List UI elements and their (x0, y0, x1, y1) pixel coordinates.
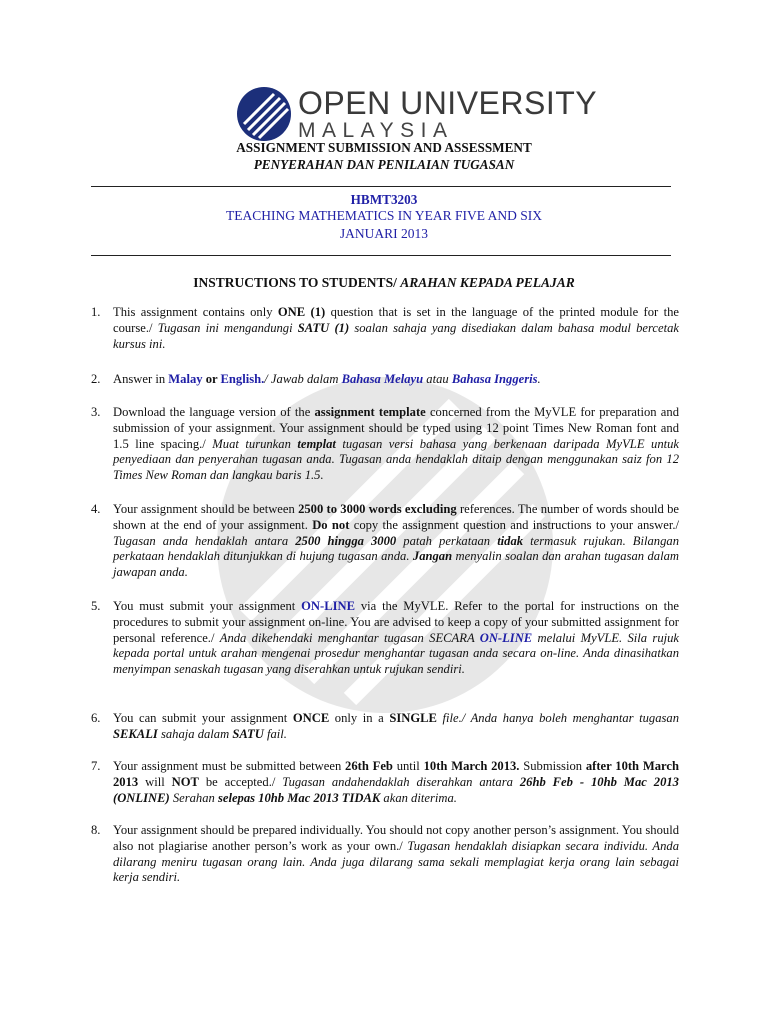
instruction-item: 3. Download the language version of the assignment template concerned from the MyVLE for preparation and submission of your assignment. Your assignment should be typed using 12 point Times New Roman font and 1.5 line spacing./ Muat turunkan templat tugasan versi bahasa yang berkenaan daripada MyVLE untuk penyediaan dan penyerahan tugasan anda. Tugasan anda hendaklah ditaip dengan menggunakan saiz fon 12 Times New Roman dan langkau baris 1.5. (91, 405, 680, 483)
instruction-item: 1. This assignment contains only ONE (1) question that is set in the language of the printed module for the course./ Tugasan ini mengandungi SATU (1) soalan sahaja yang disediakan dalam bahasa modul bercetak kursus ini. (91, 305, 679, 351)
instructions-heading: INSTRUCTIONS TO STUDENTS/ ARAHAN KEPADA PELAJAR (193, 275, 575, 290)
course-code: HBMT3203 (350, 192, 418, 207)
doc-title-en: ASSIGNMENT SUBMISSION AND ASSESSMENT (236, 140, 532, 155)
instruction-item: 6. You can submit your assignment ONCE only in a SINGLE file./ Anda hanya boleh menghantar tugasan SEKALI sahaja dalam SATU fail. (91, 711, 680, 741)
divider (91, 255, 671, 256)
instruction-item: 7. Your assignment must be submitted between 26th Feb until 10th March 2013. Submission after 10th March 2013 will NOT be accepted./ Tugasan andahendaklah diserahkan antara 26hb Feb - 10hb Mac 2013 (ONLINE) Serahan selepas 10hb Mac 2013 TIDAK akan diterima. (91, 759, 679, 805)
instruction-item: 4. Your assignment should be between 2500 to 3000 words excluding references. The number of words should be shown at the end of your assignment. Do not copy the assignment question and instructions to your answer./ Tugasan anda hendaklah antara 2500 hingga 3000 patah perkataan tidak termasuk rujukan. Bilangan perkataan hendaklah ditunjukkan di hujung tugasan anda. Jangan menyalin soalan dan arahan tugasan dalam jawapan anda. (91, 502, 679, 580)
instruction-item: 5. You must submit your assignment ON-LINE via the MyVLE. Refer to the portal for instructions on the procedures to submit your assignment on-line. You are advised to keep a copy of your submitted assignment for personal reference./ Anda dikehendaki menghantar tugasan SECARA ON-LINE melalui MyVLE. Sila rujuk kepada portal untuk arahan mengenai prosedur menghantar tugasan anda secara on-line. Anda dinasihatkan menyimpan senaskah tugasan yang diserahkan untuk rujukan sendiri. (91, 599, 680, 677)
logo-country: MALAYSIA (298, 119, 454, 142)
university-logo (236, 86, 597, 142)
instruction-item: 8. Your assignment should be prepared individually. You should not copy another person’s assignment. You should also not plagiarise another person’s work as your own./ Tugasan hendaklah disiapkan secara individu. Anda dilarang meniru tugasan orang lain. Anda juga dilarang sama sekali memplagiat kerja orang lain sebagai kerja sendiri. (91, 823, 679, 885)
divider (91, 186, 671, 187)
oum-logo-icon (236, 86, 292, 142)
logo-name: OPEN UNIVERSITY (298, 85, 598, 121)
doc-title-ms: PENYERAHAN DAN PENILAIAN TUGASAN (253, 157, 515, 172)
instruction-item: 2. Answer in Malay or English./ Jawab dalam Bahasa Melayu atau Bahasa Inggeris. (91, 372, 541, 386)
course-title: TEACHING MATHEMATICS IN YEAR FIVE AND SIX (226, 208, 542, 223)
semester: JANUARI 2013 (339, 226, 429, 241)
